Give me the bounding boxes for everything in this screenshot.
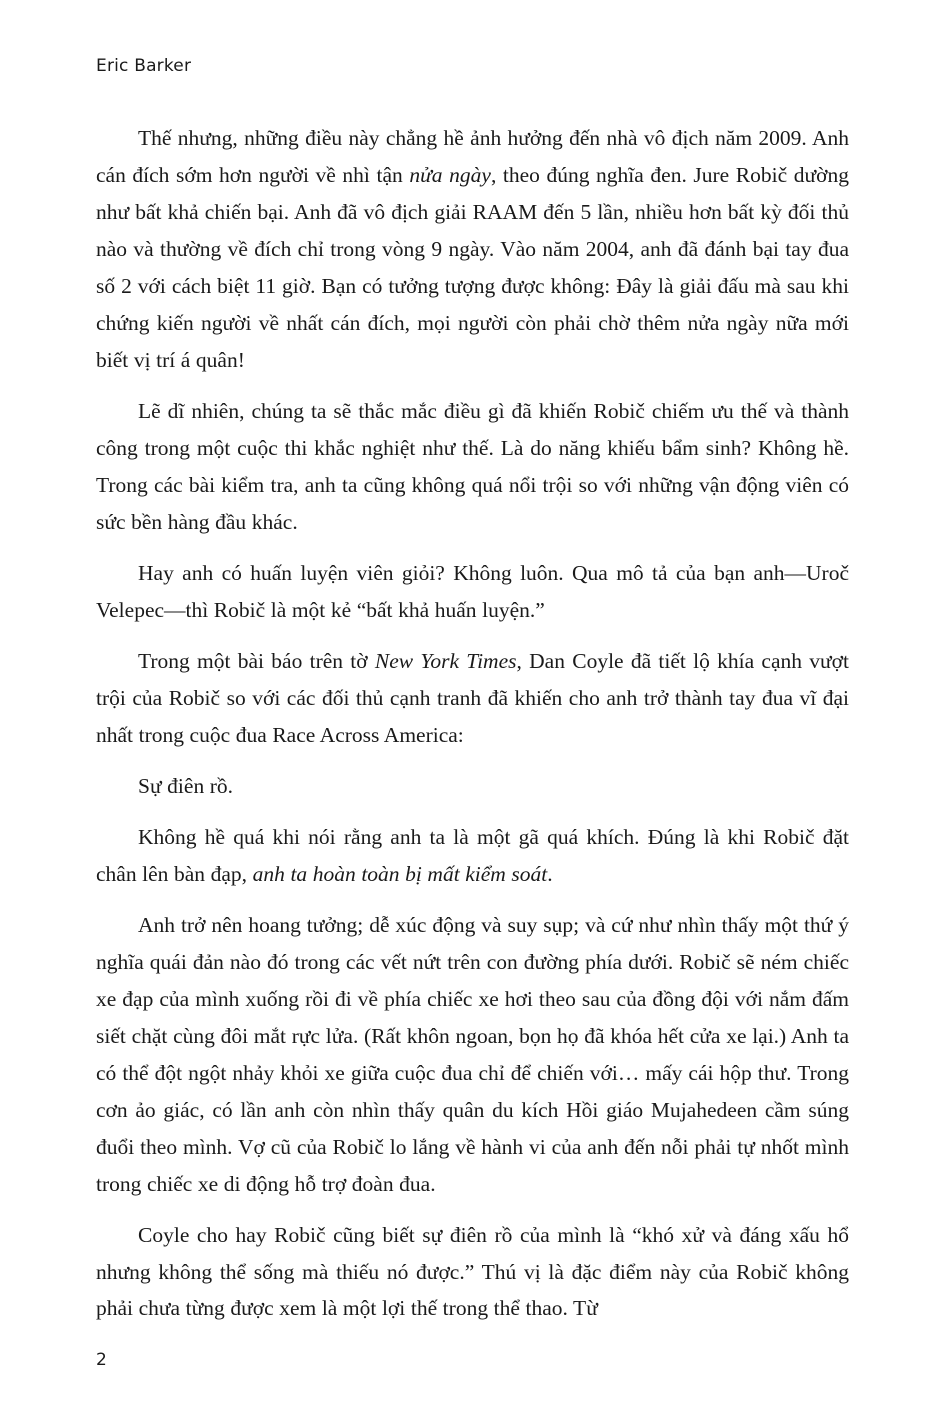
text-run: Lẽ dĩ nhiên, chúng ta sẽ thắc mắc điều gì đã khiến Robič chiếm ưu thế và thành công trong một cuộc thi khắc nghiệt như thế. Là do năng khiếu bẩm sinh? Không hề. Trong các bài kiểm tra, anh ta cũng không quá nổi trội so với những vận động viên có sức bền hàng đầu khác. <box>96 399 849 535</box>
page-number: 2 <box>96 1350 107 1370</box>
emphasis-text: New York Times <box>374 648 517 673</box>
text-run: . <box>547 861 553 886</box>
text-run: Không hề quá khi nói rằng anh ta là một gã quá khích. Đúng là khi Robič đặt chân lên bàn đạp, <box>96 824 849 886</box>
text-run: , theo đúng nghĩa đen. Jure Robič dường như bất khả chiến bại. Anh đã vô địch giải RAAM đến 5 lần, nhiều hơn bất kỳ đối thủ nào và thường về đích chỉ trong vòng 9 ngày. Vào năm 2004, anh đã đánh bại tay đua số 2 với cách biệt 11 giờ. Bạn có tưởng tượng được không: Đây là giải đấu mà sau khi chứng kiến người về nhất cán đích, mọi người còn phải chờ thêm nửa ngày nữa mới biết vị trí á quân! <box>96 163 849 373</box>
paragraph <box>96 393 849 541</box>
text-run: Sự điên rồ. <box>138 773 234 798</box>
paragraph <box>96 555 849 629</box>
text-run: Hay anh có huấn luyện viên giỏi? Không luôn. Qua mô tả của bạn anh—Uroč Velepec—thì Robič là một kẻ “bất khả huấn luyện.” <box>96 561 849 623</box>
paragraph <box>96 907 849 1203</box>
paragraph <box>96 1217 849 1328</box>
paragraph <box>96 120 849 379</box>
emphasis-text: anh ta hoàn toàn bị mất kiểm soát <box>252 861 548 886</box>
text-run: Trong một bài báo trên tờ <box>138 648 375 673</box>
text-run: Thế nhưng, những điều này chẳng hề ảnh hưởng đến nhà vô địch năm 2009. Anh cán đích sớm hơn người về nhì tận <box>96 126 849 188</box>
paragraph <box>96 643 849 754</box>
running-head: Eric Barker <box>96 56 192 76</box>
text-run: Anh trở nên hoang tưởng; dễ xúc động và suy sụp; và cứ như nhìn thấy một thứ ý nghĩa quái đản nào đó trong các vết nứt trên con đường phía dưới. Robič sẽ ném chiếc xe đạp của mình xuống rồi đi về phía chiếc xe hơi theo sau của đồng đội với nắm đấm siết chặt cùng đôi mắt rực lửa. (Rất khôn ngoan, bọn họ đã khóa hết cửa xe lại.) Anh ta có thể đột ngột nhảy khỏi xe giữa cuộc đua chỉ để chiến với… mấy cái hộp thư. Trong cơn ảo giác, có lần anh còn nhìn thấy quân du kích Hồi giáo Mujahedeen cầm súng đuổi theo mình. Vợ cũ của Robič lo lắng về hành vi của anh đến nỗi phải tự nhốt mình trong chiếc xe di động hỗ trợ đoàn đua. <box>96 912 849 1196</box>
paragraph <box>96 768 849 805</box>
emphasis-text: nửa ngày <box>409 163 491 188</box>
paragraph <box>96 819 849 893</box>
text-run: Coyle cho hay Robič cũng biết sự điên rồ của mình là “khó xử và đáng xấu hổ nhưng không thể sống mà thiếu nó được.” Thú vị là đặc điểm này của Robič không phải chưa từng được xem là một lợi thế trong thể thao. Từ <box>96 1222 849 1321</box>
body-text <box>96 120 849 1327</box>
text-run: , Dan Coyle đã tiết lộ khía cạnh vượt trội của Robič so với các đối thủ cạnh tranh đã khiến cho anh trở thành tay đua vĩ đại nhất trong cuộc đua Race Across America: <box>96 648 850 747</box>
